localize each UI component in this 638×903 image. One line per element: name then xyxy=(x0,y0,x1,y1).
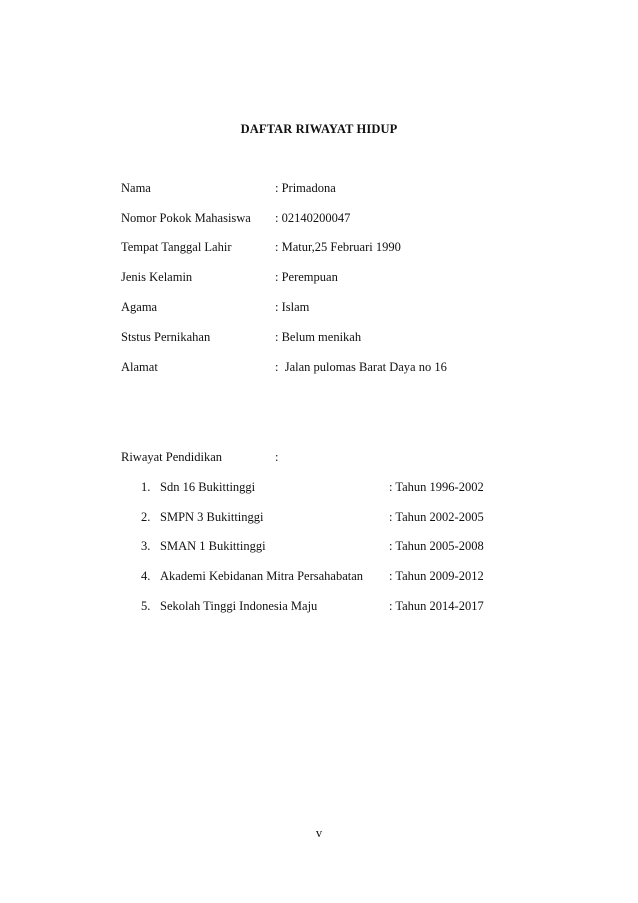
biodata-value: : Matur,25 Februari 1990 xyxy=(275,240,401,254)
biodata-value: : Belum menikah xyxy=(275,330,362,344)
education-item-year: : Tahun 2014-2017 xyxy=(389,599,484,613)
document-title: DAFTAR RIWAYAT HIDUP xyxy=(240,122,398,136)
education-item-number: 1. xyxy=(141,480,151,494)
biodata-value: : Islam xyxy=(275,300,310,314)
biodata-row-religion xyxy=(121,300,541,318)
biodata-label: Jenis Kelamin xyxy=(121,270,193,284)
education-item xyxy=(141,480,541,498)
biodata-row-marital-status xyxy=(121,330,541,348)
biodata-label: Tempat Tanggal Lahir xyxy=(121,240,232,254)
biodata-row-name xyxy=(121,181,541,199)
biodata-value: : Primadona xyxy=(275,181,336,195)
biodata-label: Alamat xyxy=(121,360,158,374)
biodata-label: Nomor Pokok Mahasiswa xyxy=(121,211,251,225)
education-item-school: Sekolah Tinggi Indonesia Maju xyxy=(160,599,318,613)
page-number: v xyxy=(315,826,323,840)
education-item xyxy=(141,569,541,587)
education-item xyxy=(141,599,541,617)
education-item xyxy=(141,539,541,557)
biodata-label: Nama xyxy=(121,181,151,195)
education-header xyxy=(121,450,541,468)
biodata-value: : 02140200047 xyxy=(275,211,351,225)
education-item-number: 5. xyxy=(141,599,151,613)
education-label: Riwayat Pendidikan xyxy=(121,450,223,464)
biodata-row-gender xyxy=(121,270,541,288)
education-item-number: 2. xyxy=(141,510,151,524)
education-item-school: Sdn 16 Bukittinggi xyxy=(160,480,256,494)
education-item-school: SMPN 3 Bukittinggi xyxy=(160,510,264,524)
education-item-school: SMAN 1 Bukittinggi xyxy=(160,539,266,553)
education-item-year: : Tahun 1996-2002 xyxy=(389,480,484,494)
biodata-row-student-id xyxy=(121,211,541,229)
education-item-number: 4. xyxy=(141,569,151,583)
education-item-year: : Tahun 2005-2008 xyxy=(389,539,484,553)
biodata-value: : Jalan pulomas Barat Daya no 16 xyxy=(275,360,447,374)
education-item xyxy=(141,510,541,528)
education-item-year: : Tahun 2009-2012 xyxy=(389,569,484,583)
education-colon: : xyxy=(275,450,279,464)
biodata-label: Ststus Pernikahan xyxy=(121,330,211,344)
biodata-label: Agama xyxy=(121,300,158,314)
education-item-school: Akademi Kebidanan Mitra Persahabatan xyxy=(160,569,364,583)
biodata-row-address xyxy=(121,360,541,378)
education-item-year: : Tahun 2002-2005 xyxy=(389,510,484,524)
education-item-number: 3. xyxy=(141,539,151,553)
biodata-row-birth xyxy=(121,240,541,258)
biodata-value: : Perempuan xyxy=(275,270,338,284)
